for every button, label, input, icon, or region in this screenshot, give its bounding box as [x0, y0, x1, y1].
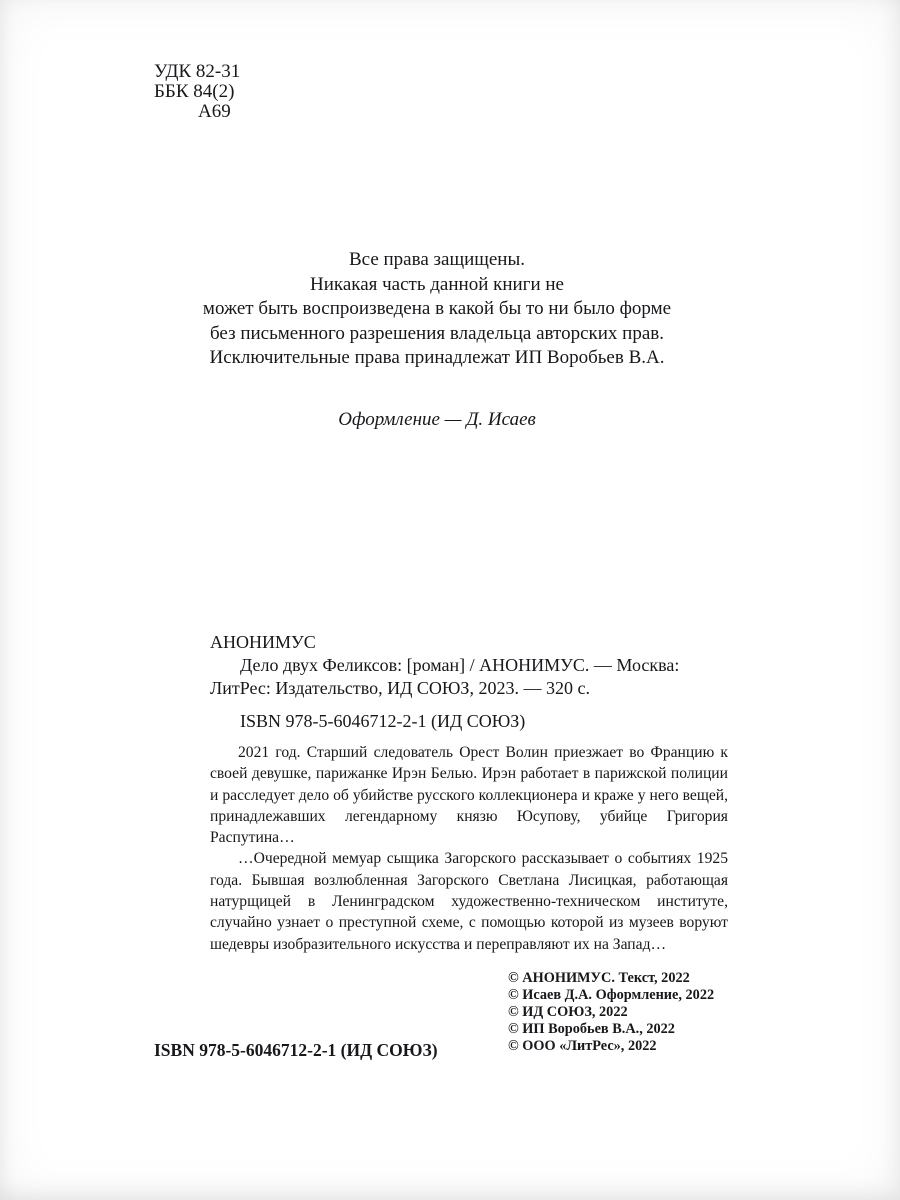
design-credit: Оформление — Д. Исаев — [338, 409, 536, 430]
copyright-line-ip: © ИП Воробьев В.А., 2022 — [508, 1021, 675, 1038]
title-statement-line2: ЛитРес: Издательство, ИД СОЮЗ, 2023. — 320 с. — [210, 678, 590, 698]
annotation-paragraph-1: 2021 год. Старший следователь Орест Волин приезжает во Францию к своей девушке, парижанке Ирэн Белью. Ирэн работает в парижской полиции и расследует дело об убийстве русского коллекционера и краже у него вещей, принадлежавших легендарному князю Юсупову, убийце Григория Распутина… — [210, 744, 728, 847]
copyright-line-publisher: © ИД СОЮЗ, 2022 — [508, 1004, 628, 1021]
annotation-paragraph-2: …Очередной мемуар сыщика Загорского рассказывает о событиях 1925 года. Бывшая возлюбленная Загорского Светлана Лисицкая, работающая натурщицей в Ленинградском художественно-техническом институте, случайно узнает о преступной схеме, с помощью которой из музеев воруют шедевры изобразительного искусства и переправляют их на Запад… — [210, 850, 728, 953]
udk-code: УДК 82-31 — [154, 61, 241, 82]
rights-line: без письменного разрешения владельца авторских прав. — [209, 322, 664, 344]
annotation — [210, 742, 728, 955]
copyright-line-litres: © ООО «ЛитРес», 2022 — [508, 1038, 657, 1055]
copyright-block — [508, 970, 714, 1055]
author-name: АНОНИМУС — [210, 632, 316, 652]
bibliographic-record — [210, 631, 750, 733]
footer-isbn: ISBN 978-5-6046712-2-1 (ИД СОЮЗ) — [154, 1040, 438, 1060]
rights-line: может быть воспроизведена в какой бы то ни было форме — [202, 298, 672, 319]
isbn-record: ISBN 978-5-6046712-2-1 (ИД СОЮЗ) — [240, 711, 526, 731]
rights-line: Все права защищены. — [348, 249, 525, 270]
title-statement-line1: Дело двух Феликсов: [роман] / АНОНИМУС. — Москва: — [240, 655, 680, 675]
rights-line: Никакая часть данной книги не — [309, 273, 564, 295]
author-sign-code: А69 — [198, 101, 231, 122]
bbk-code: ББК 84(2) — [154, 81, 235, 102]
classification-codes — [154, 62, 240, 122]
rights-notice — [0, 248, 874, 371]
rights-line: Исключительные права принадлежат ИП Воробьев В.А. — [209, 347, 665, 368]
copyright-line-design: © Исаев Д.А. Оформление, 2022 — [508, 987, 715, 1004]
copyright-line-text: © АНОНИМУС. Текст, 2022 — [508, 970, 690, 986]
